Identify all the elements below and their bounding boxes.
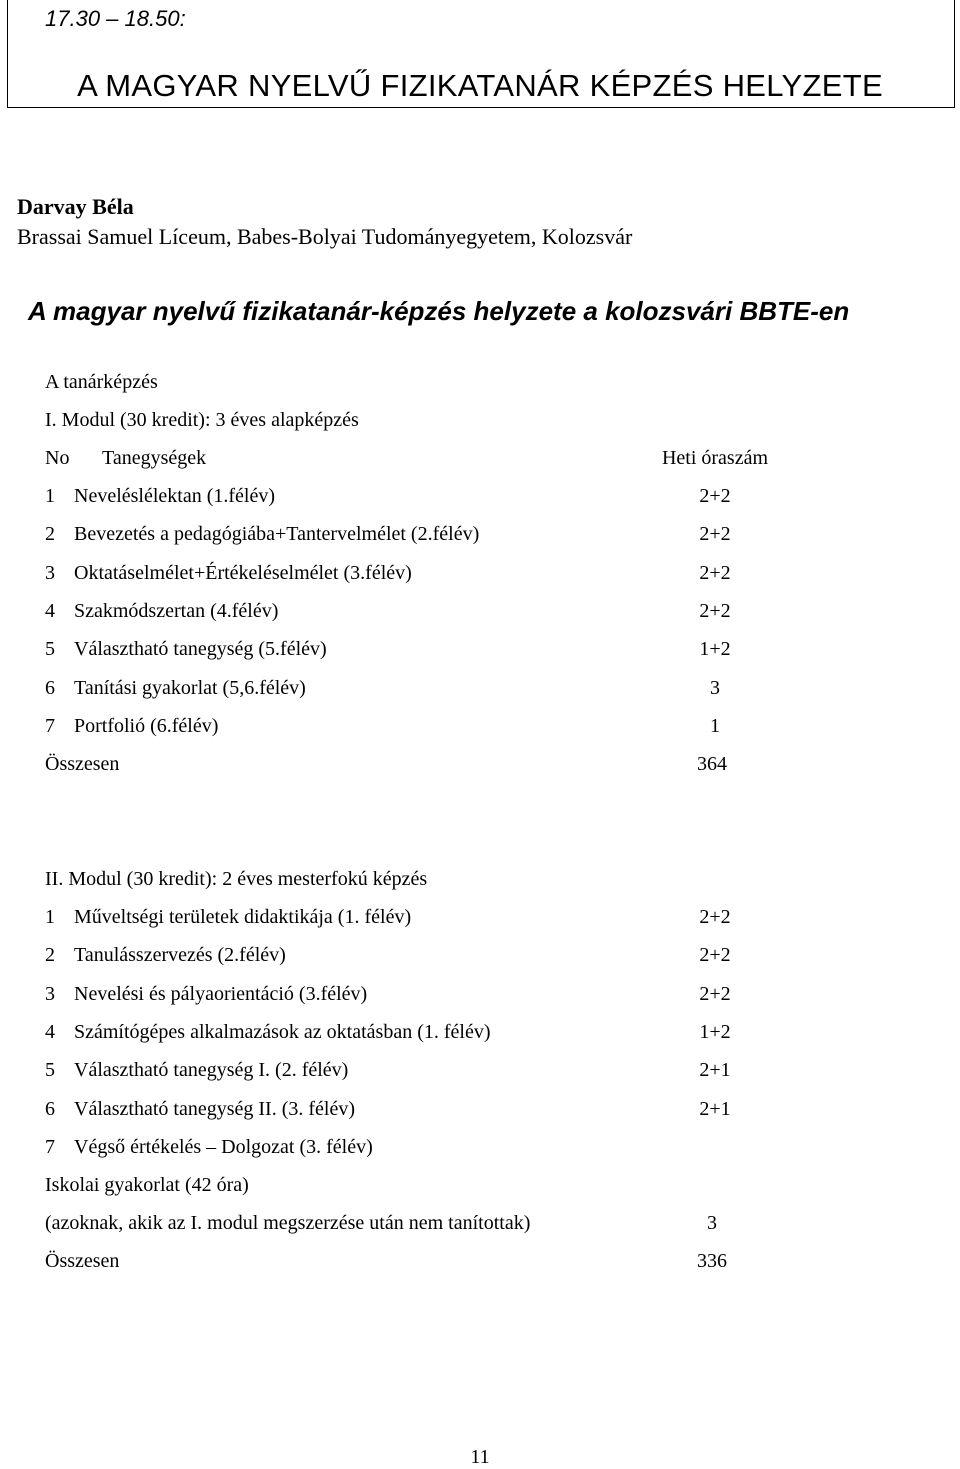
weekly-hours: 1 — [710, 714, 720, 737]
module2-total-row — [0, 1250, 960, 1276]
practice-note: (azoknak, akik az I. modul megszerzése után nem tanítottak) — [45, 1212, 531, 1234]
table-row — [0, 1059, 960, 1085]
weekly-hours: 2+2 — [699, 523, 731, 546]
author-name: Darvay Béla — [17, 194, 134, 219]
course-name: Tanulásszervezés (2.félév) — [74, 944, 286, 967]
course-name: Oktatáselmélet+Értékeléselmélet (3.félév) — [74, 561, 412, 584]
col-name-header: Tanegységek — [102, 447, 207, 469]
total-label: Összesen — [45, 753, 120, 775]
row-number: 4 — [45, 599, 55, 622]
course-name: Neveléslélektan (1.félév) — [74, 485, 276, 507]
weekly-hours: 2+1 — [699, 1097, 731, 1120]
row-number: 2 — [45, 944, 55, 967]
row-number: 1 — [45, 485, 55, 507]
course-name: Végső értékelés – Dolgozat (3. félév) — [74, 1135, 373, 1158]
table-row — [0, 600, 960, 626]
table-row — [0, 1136, 960, 1162]
course-name: Választható tanegység II. (3. félév) — [74, 1097, 355, 1120]
weekly-hours: 2+2 — [699, 485, 731, 507]
weekly-hours: 2+2 — [699, 944, 731, 967]
table-row — [0, 1098, 960, 1124]
row-number: 3 — [45, 561, 55, 584]
weekly-hours: 2+2 — [699, 906, 731, 928]
course-name: Nevelési és pályaorientáció (3.félév) — [74, 982, 368, 1005]
weekly-hours: 1+2 — [699, 638, 731, 661]
table-row — [0, 677, 960, 703]
row-number: 6 — [45, 1097, 55, 1120]
module2-heading: II. Modul (30 kredit): 2 éves mesterfokú képzés — [45, 868, 428, 890]
row-number: 5 — [45, 638, 55, 661]
table-row — [0, 944, 960, 970]
weekly-hours: 2+1 — [699, 1059, 731, 1082]
table-row — [0, 983, 960, 1009]
row-number: 5 — [45, 1059, 55, 1082]
weekly-hours: 2+2 — [699, 561, 731, 584]
table-row — [0, 562, 960, 588]
weekly-hours: 2+2 — [699, 599, 731, 622]
table-row — [0, 485, 960, 511]
row-number: 2 — [45, 523, 55, 546]
page-number: 11 — [470, 1446, 490, 1468]
row-number: 1 — [45, 906, 55, 928]
col-no-header: No — [45, 447, 70, 469]
course-name: Szakmódszertan (4.félév) — [74, 599, 279, 622]
article-subtitle: A magyar nyelvű fizikatanár-képzés helyzete a kolozsvári BBTE-en — [28, 296, 850, 326]
table-row — [0, 906, 960, 932]
course-name: Bevezetés a pedagógiába+Tantervelmélet (2.félév) — [74, 523, 480, 546]
row-number: 7 — [45, 1135, 55, 1158]
weekly-hours: 3 — [710, 676, 720, 699]
page-title: A MAGYAR NYELVŰ FIZIKATANÁR KÉPZÉS HELYZETE — [77, 68, 883, 103]
course-name: Választható tanegység (5.félév) — [74, 638, 327, 661]
author-affiliation: Brassai Samuel Líceum, Babes-Bolyai Tudományegyetem, Kolozsvár — [17, 224, 633, 249]
course-name: Műveltségi területek didaktikája (1. félév) — [74, 906, 412, 928]
practice-label: Iskolai gyakorlat (42 óra) — [45, 1174, 249, 1196]
total-value: 364 — [697, 753, 727, 775]
table-row — [0, 1021, 960, 1047]
section-label: A tanárképzés — [45, 371, 158, 393]
session-time: 17.30 – 18.50: — [45, 6, 186, 31]
course-name: Tanítási gyakorlat (5,6.félév) — [74, 676, 306, 699]
module1-total-row — [0, 753, 960, 779]
course-name: Választható tanegység I. (2. félév) — [74, 1059, 349, 1082]
total-value: 336 — [697, 1250, 727, 1272]
row-number: 3 — [45, 982, 55, 1005]
row-number: 4 — [45, 1020, 55, 1043]
row-number: 6 — [45, 676, 55, 699]
course-name: Számítógépes alkalmazások az oktatásban (1. félév) — [74, 1020, 491, 1043]
col-hours-header: Heti óraszám — [661, 447, 769, 469]
practice-row — [0, 1212, 960, 1238]
table-row — [0, 523, 960, 549]
row-number: 7 — [45, 714, 55, 737]
table-row — [0, 715, 960, 741]
total-label: Összesen — [45, 1250, 120, 1272]
practice-value: 3 — [707, 1212, 717, 1234]
module1-header-row — [0, 447, 960, 473]
module1-heading: I. Modul (30 kredit): 3 éves alapképzés — [45, 409, 359, 431]
course-name: Portfolió (6.félév) — [74, 714, 219, 737]
table-row — [0, 638, 960, 664]
weekly-hours: 2+2 — [699, 982, 731, 1005]
weekly-hours: 1+2 — [699, 1020, 731, 1043]
